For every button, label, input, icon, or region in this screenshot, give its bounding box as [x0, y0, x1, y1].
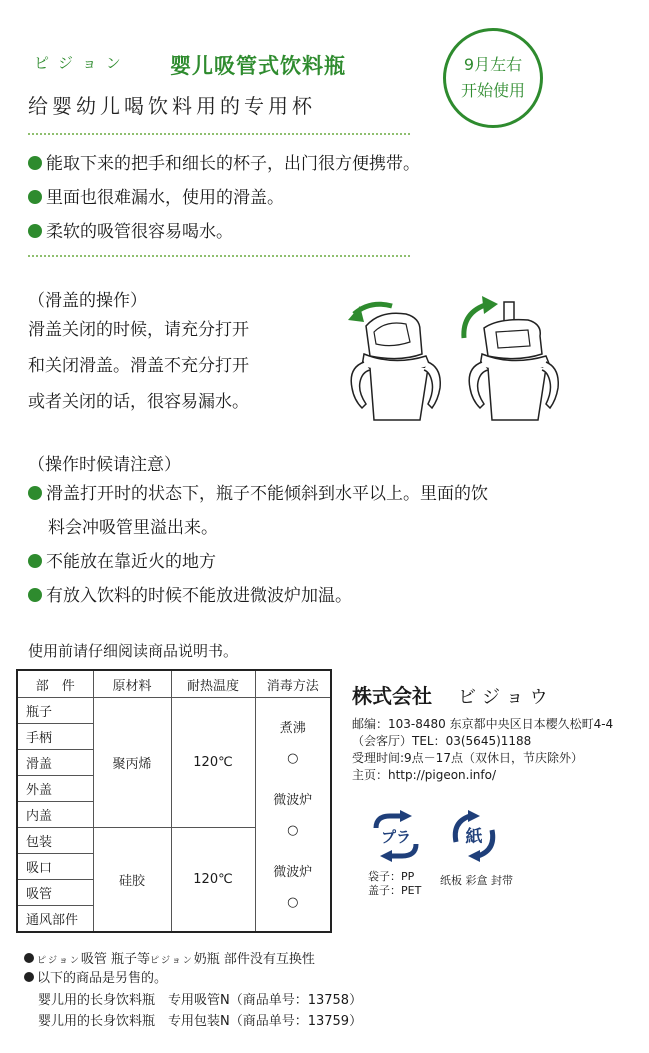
plastic-mark-text: プラ: [380, 828, 412, 846]
disinfect-cell: [255, 698, 331, 933]
age-badge: [443, 28, 543, 128]
caution-item-continued: 料会冲吸管里溢出来。: [48, 518, 218, 538]
company-hours: 受理时间:9点－17点（双休日，节庆除外）: [352, 751, 583, 765]
subtitle: 给婴幼儿喝饮料用的专用杯: [28, 94, 316, 118]
bullet-icon: [28, 190, 42, 204]
disinfect-mark: ○: [287, 823, 299, 838]
company-tel: （会客厅）TEL：03(5645)1188: [352, 734, 532, 748]
brand-kana-small: ピジョン: [149, 956, 194, 966]
temp-cell: 120℃: [171, 828, 255, 933]
parts-table: [16, 669, 332, 933]
caution-text: 不能放在靠近火的地方: [46, 552, 216, 572]
bullet-icon: [28, 554, 42, 568]
divider-top: [28, 133, 410, 135]
header-parts: 部 件: [17, 670, 93, 698]
bullet-icon: [24, 953, 34, 963]
paper-mark-text: 紙: [465, 827, 483, 847]
cup-closed-illustration: [340, 296, 450, 426]
part-cell: 通风部件: [17, 906, 93, 933]
footer-text: 吸管 瓶子等: [80, 952, 150, 967]
company-name-text: 株式会社: [352, 684, 432, 708]
company-name-kana: ビジョウ: [458, 687, 554, 708]
disinfect-method: 微波炉: [273, 865, 313, 880]
part-cell: 外盖: [17, 776, 93, 802]
caution-text: 有放入饮料的时候不能放进微波炉加温。: [46, 586, 352, 606]
recycle-lid-label: 盖子：PET: [368, 884, 422, 897]
brand-kana: ピジョン: [34, 54, 130, 72]
disinfect-method: 煮沸: [279, 721, 306, 736]
bullet-icon: [28, 588, 42, 602]
part-cell: 吸口: [17, 854, 93, 880]
feature-item: [28, 187, 284, 209]
disinfect-method: 微波炉: [273, 793, 313, 808]
disinfect-mark: ○: [287, 895, 299, 910]
feature-text: 能取下来的把手和细长的杯子，出门很方便携带。: [46, 154, 420, 174]
feature-text: 里面也很难漏水，使用的滑盖。: [46, 188, 284, 208]
caution-item: [28, 551, 216, 573]
part-cell: 包装: [17, 828, 93, 854]
part-cell: 吸管: [17, 880, 93, 906]
slide-instructions: [28, 312, 249, 420]
recycle-bag-label: 袋子：PP: [368, 870, 415, 883]
header-disinfect: 消毒方法: [255, 670, 331, 698]
caution-item: [28, 483, 488, 505]
disinfect-mark: ○: [287, 751, 299, 766]
brand-kana-small: ピジョン: [37, 956, 81, 966]
table-header-row: [17, 670, 331, 698]
feature-item: [28, 221, 233, 243]
paper-recycle-icon: [446, 808, 502, 864]
footer-product-2: 婴儿用的长身饮料瓶 专用包装N（商品单号：13759）: [38, 1014, 363, 1029]
footer-note-sold-separately: [24, 967, 167, 986]
bullet-icon: [28, 486, 42, 500]
footer-text: 以下的商品是另售的。: [37, 971, 168, 986]
material-cell: 聚丙烯: [93, 698, 171, 828]
manual-note: 使用前请仔细阅读商品说明书。: [28, 642, 239, 660]
temp-cell: 120℃: [171, 698, 255, 828]
part-cell: 内盖: [17, 802, 93, 828]
header-material: 原材料: [93, 670, 171, 698]
slide-line: 或者关闭的话，很容易漏水。: [28, 392, 249, 412]
part-cell: 手柄: [17, 724, 93, 750]
plastic-recycle-icon: [368, 808, 424, 864]
slide-line: 滑盖关闭的时候，请充分打开: [28, 320, 249, 340]
caution-text: 滑盖打开时的状态下，瓶子不能倾斜到水平以上。里面的饮: [46, 484, 488, 504]
product-title: 婴儿吸管式饮料瓶: [170, 54, 346, 78]
caution-item: [28, 585, 352, 607]
company-homepage[interactable]: 主页：http://pigeon.info/: [352, 768, 497, 782]
company-name: [352, 680, 554, 709]
age-badge-line2: 开始使用: [460, 81, 525, 100]
bullet-icon: [28, 224, 42, 238]
table-row: [17, 698, 331, 724]
header-temp: 耐热温度: [171, 670, 255, 698]
slide-heading: （滑盖的操作）: [28, 291, 147, 311]
cup-open-illustration: [458, 292, 568, 426]
material-cell: 硅胶: [93, 828, 171, 933]
divider-bottom: [28, 255, 410, 257]
part-cell: 瓶子: [17, 698, 93, 724]
caution-heading: （操作时候请注意）: [28, 455, 181, 475]
feature-item: [28, 153, 420, 175]
footer-product-1: 婴儿用的长身饮料瓶 专用吸管N（商品单号：13758）: [38, 993, 363, 1008]
footer-note-compat: [24, 948, 315, 967]
recycle-paper-items: 纸板 彩盒 封带: [440, 874, 513, 887]
part-cell: 滑盖: [17, 750, 93, 776]
age-badge-line1: 9月左右: [463, 55, 523, 74]
bullet-icon: [28, 156, 42, 170]
slide-line: 和关闭滑盖。滑盖不充分打开: [28, 356, 249, 376]
company-postal: 邮编：103-8480 东京都中央区日本樱久松町4-4: [352, 717, 614, 731]
bullet-icon: [24, 972, 34, 982]
feature-text: 柔软的吸管很容易喝水。: [46, 222, 233, 242]
footer-text: 奶瓶 部件没有互换性: [193, 952, 315, 967]
